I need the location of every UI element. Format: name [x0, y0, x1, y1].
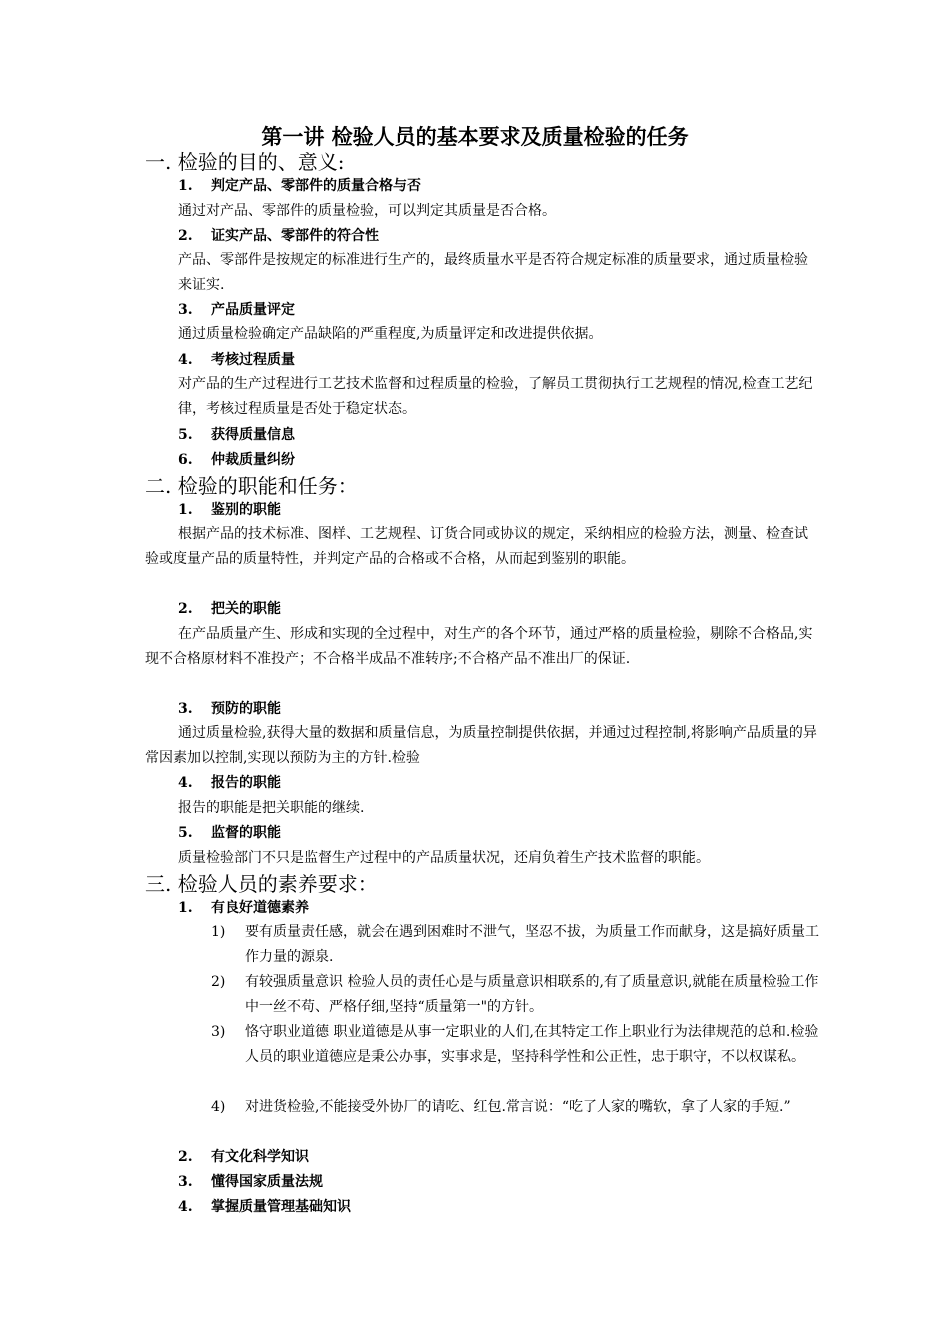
- sub-item-number: 4): [211, 1099, 226, 1115]
- item-number: 4.: [178, 352, 193, 368]
- item-label: 预防的职能: [211, 701, 281, 717]
- item-heading: [178, 176, 421, 196]
- item-number: 3.: [178, 302, 193, 318]
- section-heading: 一. 检验的目的、意义:: [145, 150, 345, 174]
- item-number: 4.: [178, 775, 193, 791]
- item-heading: [178, 350, 295, 370]
- paragraph: 报告的职能是把关职能的继续.: [178, 800, 365, 816]
- item-heading: [178, 599, 281, 619]
- sub-item-text: 要有质量责任感，就会在遇到困难时不泄气，坚忍不拔，为质量工作而献身，这是搞好质量工作力量的源泉.: [245, 924, 819, 965]
- item-number: 3.: [178, 1174, 193, 1190]
- paragraph: 通过质量检验确定产品缺陷的严重程度,为质量评定和改进提供依据。: [178, 326, 603, 342]
- sub-item-text: 对进货检验,不能接受外协厂的请吃、红包.常言说：“吃了人家的嘴软，拿了人家的手短.”: [245, 1099, 791, 1115]
- item-label: 懂得国家质量法规: [211, 1174, 323, 1190]
- item-number: 4.: [178, 1199, 193, 1215]
- item-number: 2.: [178, 228, 193, 244]
- item-label: 监督的职能: [211, 825, 281, 841]
- item-label: 有良好道德素养: [211, 900, 309, 916]
- sub-item-text: 有较强质量意识 检验人员的责任心是与质量意识相联系的,有了质量意识,就能在质量检验工作中一丝不苟、严格仔细,坚持“质量第一"的方针。: [245, 974, 819, 1015]
- item-heading: [178, 450, 295, 470]
- sub-item-text: 恪守职业道德 职业道德是从事一定职业的人们,在其特定工作上职业行为法律规范的总和.检验人员的职业道德应是秉公办事，实事求是，坚持科学性和公正性，忠于职守，不以权谋私。: [245, 1024, 819, 1065]
- section-heading: 二. 检验的职能和任务：: [145, 474, 358, 498]
- sub-list-item: [211, 1095, 821, 1120]
- item-heading: [178, 1172, 323, 1192]
- item-heading: [178, 823, 281, 843]
- sub-item-number: 2): [211, 974, 226, 990]
- item-heading: [178, 699, 281, 719]
- item-number: 5.: [178, 427, 193, 443]
- paragraph: 对产品的生产过程进行工艺技术监督和过程质量的检验，了解员工贯彻执行工艺规程的情况,检查工艺纪律，考核过程质量是否处于稳定状态。: [178, 376, 813, 417]
- sub-list-item: [211, 920, 821, 970]
- section-heading: 三. 检验人员的素养要求：: [145, 872, 378, 896]
- item-label: 仲裁质量纠纷: [211, 452, 295, 468]
- item-heading: [178, 425, 295, 445]
- item-number: 1.: [178, 502, 193, 518]
- item-heading: [178, 1147, 309, 1167]
- item-number: 3.: [178, 701, 193, 717]
- sub-list-item: [211, 970, 821, 1020]
- paragraph: 产品、零部件是按规定的标准进行生产的，最终质量水平是否符合规定标准的质量要求，通过质量检验来证实.: [178, 252, 808, 293]
- item-label: 掌握质量管理基础知识: [211, 1199, 351, 1215]
- item-label: 获得质量信息: [211, 427, 295, 443]
- sub-item-number: 1): [211, 924, 226, 940]
- item-number: 5.: [178, 825, 193, 841]
- paragraph: 通过对产品、零部件的质量检验，可以判定其质量是否合格。: [178, 203, 556, 219]
- item-heading: [178, 898, 309, 918]
- item-label: 判定产品、零部件的质量合格与否: [211, 178, 421, 194]
- item-heading: [178, 1197, 351, 1217]
- item-number: 2.: [178, 1149, 193, 1165]
- page-title: 第一讲 检验人员的基本要求及质量检验的任务: [261, 124, 689, 149]
- item-number: 6.: [178, 452, 193, 468]
- item-label: 有文化科学知识: [211, 1149, 309, 1165]
- paragraph: 质量检验部门不只是监督生产过程中的产品质量状况，还肩负着生产技术监督的职能。: [178, 850, 710, 866]
- item-label: 把关的职能: [211, 601, 281, 617]
- item-label: 报告的职能: [211, 775, 281, 791]
- paragraph: 通过质量检验,获得大量的数据和质量信息，为质量控制提供依据，并通过过程控制,将影响产品质量的异常因素加以控制,实现以预防为主的方针.检验: [145, 725, 817, 766]
- sub-list-item: [211, 1020, 821, 1070]
- item-heading: [178, 500, 281, 520]
- item-number: 2.: [178, 601, 193, 617]
- item-heading: [178, 300, 295, 320]
- paragraph: 在产品质量产生、形成和实现的全过程中，对生产的各个环节，通过严格的质量检验，剔除不合格品,实现不合格原材料不准投产；不合格半成品不准转序;不合格产品不准出厂的保证.: [145, 626, 813, 667]
- item-label: 证实产品、零部件的符合性: [211, 228, 379, 244]
- paragraph: 根据产品的技术标准、图样、工艺规程、订货合同或协议的规定，采纳相应的检验方法，测量、检查试验或度量产品的质量特性，并判定产品的合格或不合格，从而起到鉴别的职能。: [145, 526, 808, 567]
- item-label: 产品质量评定: [211, 302, 295, 318]
- item-label: 鉴别的职能: [211, 502, 281, 518]
- item-heading: [178, 226, 379, 246]
- item-heading: [178, 773, 281, 793]
- item-label: 考核过程质量: [211, 352, 295, 368]
- item-number: 1.: [178, 178, 193, 194]
- item-number: 1.: [178, 900, 193, 916]
- sub-item-number: 3): [211, 1024, 226, 1040]
